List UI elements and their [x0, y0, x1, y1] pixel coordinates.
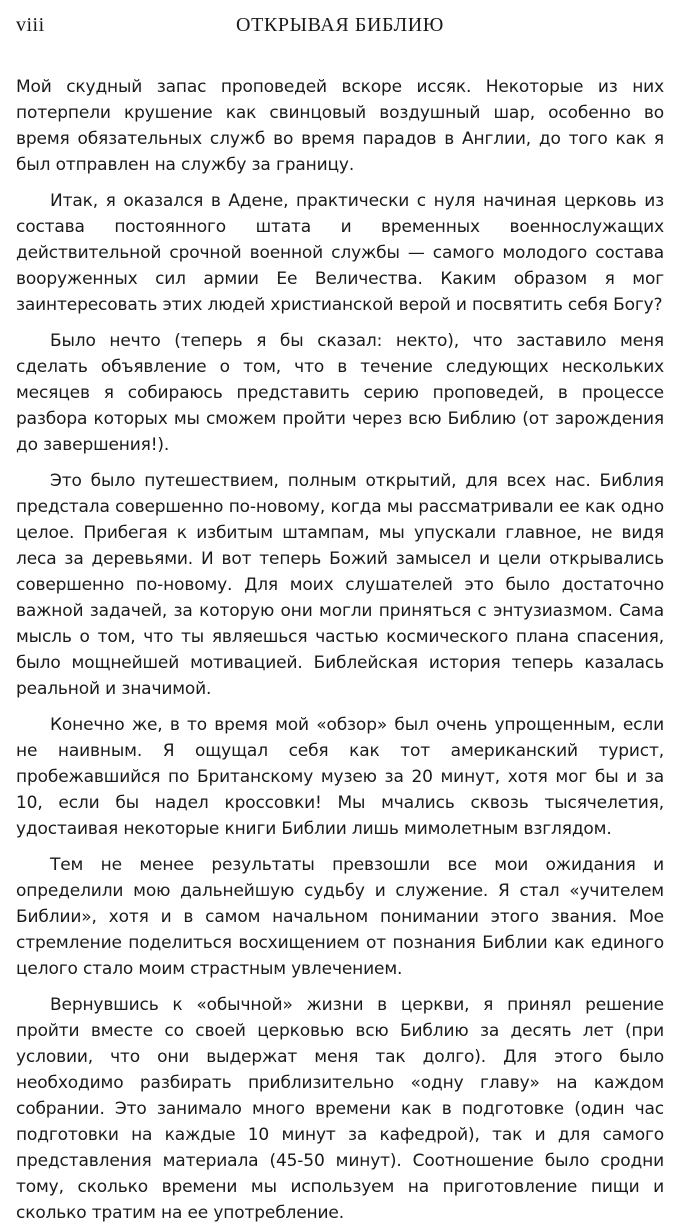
- paragraph-6: Тем не менее результаты превзошли все мои ожидания и определили мою дальнейшую судьбу и служение. Я стал «учителем Библии», хотя и в самом начальном понимании этого звания. Мое стремление поделиться восхищением от познания Библии как единого целого стало моим страстным увлечением.: [16, 855, 664, 979]
- running-title: ОТКРЫВАЯ БИБЛИЮ: [236, 14, 444, 36]
- paragraph-1: Мой скудный запас проповедей вскоре иссяк. Некоторые из них потерпели крушение как свинцовый воздушный шар, особенно во время обязательных служб во время парадов в Англии, до того как я был отправлен на службу за границу.: [16, 77, 664, 175]
- paragraph-4: Это было путешествием, полным открытий, для всех нас. Библия предстала совершенно по-новому, когда мы рассматривали ее как одно целое. Прибегая к избитым штампам, мы упускали главное, не видя леса за деревьями. И вот теперь Божий замысел и цели открывались совершенно по-новому. Для моих слушателей это было достаточно важной задачей, за которую они могли приняться с энтузиазмом. Сама мысль о том, что ты являешься частью космического плана спасения, было мощнейшей мотивацией. Библейская история теперь казалась реальной и значимой.: [16, 471, 664, 699]
- running-head: [16, 8, 664, 42]
- paragraph-5: Конечно же, в то время мой «обзор» был очень упрощенным, если не наивным. Я ощущал себя как тот американский турист, пробежавшийся по Британскому музею за 20 минут, хотя мог бы и за 10, если бы надел кроссовки! Мы мчались сквозь тысячелетия, удостаивая некоторые книги Библии лишь мимолетным взглядом.: [16, 715, 664, 839]
- paragraph-3: Было нечто (теперь я бы сказал: некто), что заставило меня сделать объявление о том, что в течение следующих нескольких месяцев я собираюсь представить серию проповедей, в процессе разбора которых мы сможем пройти через всю Библию (от зарождения до завершения!).: [16, 331, 664, 455]
- body-text: [16, 74, 664, 1226]
- paragraph-7: Вернувшись к «обычной» жизни в церкви, я принял решение пройти вместе со своей церковью всю Библию за десять лет (при условии, что они выдержат меня так долго). Для этого было необходимо разбирать приблизительно «одну главу» на каждом собрании. Это занимало много времени как в подготовке (один час подготовки на каждые 10 минут за кафедрой), так и для самого представления материала (45-50 минут). Соотношение было сродни тому, сколько времени мы используем на приготовление пищи и сколько тратим на ее употребление.: [16, 995, 664, 1223]
- book-page: [16, 8, 664, 1223]
- paragraph-2: Итак, я оказался в Адене, практически с нуля начиная церковь из состава постоянного штата и временных военнослужащих действительной срочной военной службы — самого молодого состава вооруженных сил армии Ее Величества. Каким образом я мог заинтересовать этих людей христианской верой и посвятить себя Богу?: [16, 191, 664, 315]
- page-number: viii: [16, 14, 45, 36]
